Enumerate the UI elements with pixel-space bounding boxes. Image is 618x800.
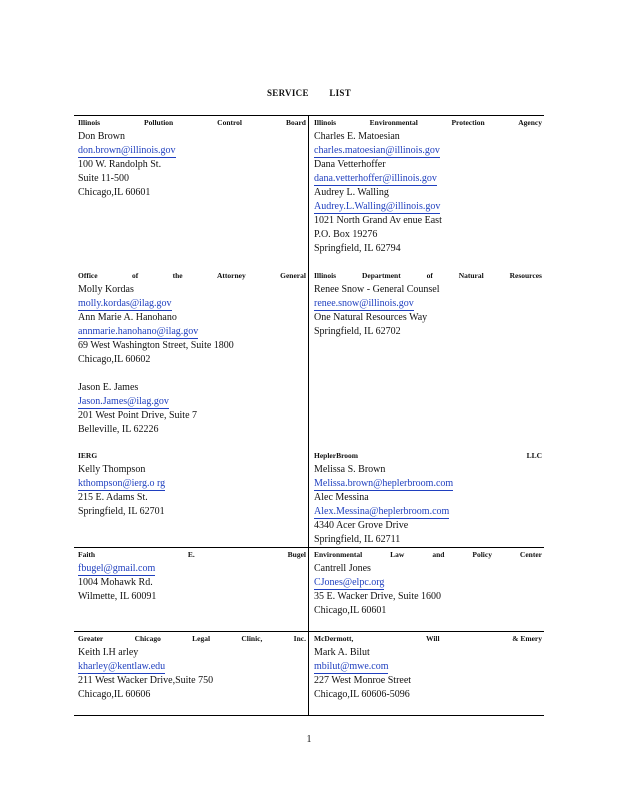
address-line: Alec Messina [314, 492, 369, 503]
address-line: Suite 11-500 [78, 173, 130, 184]
email-link[interactable]: annmarie.hanohano@ilag.gov [78, 326, 199, 337]
organization-name [78, 118, 306, 128]
address-line: Ann Marie A. Hanohano [78, 312, 177, 323]
spacer [78, 367, 306, 381]
organization-name [78, 634, 306, 644]
organization-name [78, 451, 306, 461]
address-line: Mark A. Bilut [314, 647, 370, 658]
email-link[interactable]: CJones@elpc.org [314, 577, 385, 588]
address-line: Charles E. Matoesian [314, 131, 400, 142]
address-line: 1021 North Grand Av enue East [314, 215, 442, 226]
email-line [314, 477, 542, 491]
organization-word: Illinois [314, 118, 337, 127]
email-link[interactable]: Alex.Messina@heplerbroom.com [314, 506, 450, 517]
address-line: 201 West Point Drive, Suite 7 [78, 410, 198, 421]
address-line: P.O. Box 19276 [314, 229, 378, 240]
address-line: Cantrell Jones [314, 563, 371, 574]
organization-word: Center [519, 550, 542, 559]
service-entry [314, 271, 542, 339]
address-line: Chicago,IL 60606 [78, 689, 151, 700]
organization-word: Illinois [78, 118, 101, 127]
address-line: 35 E. Wacker Drive, Suite 1600 [314, 591, 442, 602]
organization-word: Legal [192, 634, 211, 643]
organization-word: Inc. [293, 634, 306, 643]
email-line [78, 562, 306, 576]
organization-word: Will [425, 634, 440, 643]
address-line: Springfield, IL 62794 [314, 243, 401, 254]
organization-word: IERG [78, 451, 98, 460]
email-line [78, 325, 306, 339]
email-line [314, 297, 542, 311]
address-line: 227 West Monroe Street [314, 675, 412, 686]
organization-name [78, 271, 306, 281]
organization-word: E. [187, 550, 195, 559]
email-line [78, 297, 306, 311]
address-line: 69 West Washington Street, Suite 1800 [78, 340, 234, 351]
service-entry [314, 550, 542, 618]
email-line [78, 660, 306, 674]
address-line: Melissa S. Brown [314, 464, 386, 475]
email-link[interactable]: Melissa.brown@heplerbroom.com [314, 478, 454, 489]
organization-word: Illinois [314, 271, 337, 280]
organization-word: Protection [451, 118, 485, 127]
address-line: Wilmette, IL 60091 [78, 591, 157, 602]
organization-word: Clinic, [241, 634, 263, 643]
table-rule [74, 115, 544, 116]
organization-word: Department [361, 271, 401, 280]
address-line: Molly Kordas [78, 284, 134, 295]
organization-name [314, 550, 542, 560]
address-line: Dana Vetterhoffer [314, 159, 386, 170]
address-line: Jason E. James [78, 382, 139, 393]
service-entry [314, 118, 542, 256]
organization-word: HeplerBroom [314, 451, 359, 460]
address-line: Kelly Thompson [78, 464, 146, 475]
address-line: 215 E. Adams St. [78, 492, 148, 503]
organization-word: Pollution [144, 118, 174, 127]
organization-name [314, 271, 542, 281]
email-line [314, 200, 542, 214]
email-link[interactable]: kthompson@ierg.o rg [78, 478, 166, 489]
address-line: Springfield, IL 62702 [314, 326, 401, 337]
organization-word: Environmental [314, 550, 363, 559]
service-entry [78, 451, 306, 519]
service-entry [78, 634, 306, 702]
address-line: Keith I.H arley [78, 647, 139, 658]
email-link[interactable]: molly.kordas@ilag.gov [78, 298, 172, 309]
address-line: Don Brown [78, 131, 125, 142]
email-link[interactable]: charles.matoesian@illinois.gov [314, 145, 440, 156]
email-line [314, 144, 542, 158]
address-line: Belleville, IL 62226 [78, 424, 159, 435]
organization-word: Policy [472, 550, 492, 559]
organization-word: Bugel [287, 550, 306, 559]
organization-word: the [172, 271, 183, 280]
organization-name [314, 118, 542, 128]
table-rule [74, 631, 544, 632]
organization-name [314, 451, 542, 461]
address-line: One Natural Resources Way [314, 312, 428, 323]
organization-word: Greater [78, 634, 104, 643]
organization-word: Environmental [369, 118, 418, 127]
organization-word: Office [78, 271, 98, 280]
address-line: Springfield, IL 62701 [78, 506, 165, 517]
email-link[interactable]: Audrey.L.Walling@illinois.gov [314, 201, 441, 212]
email-line [78, 477, 306, 491]
organization-word: McDermott, [314, 634, 354, 643]
address-line: Renee Snow - General Counsel [314, 284, 440, 295]
organization-word: Attorney [217, 271, 246, 280]
organization-word: Law [390, 550, 405, 559]
organization-name [314, 634, 542, 644]
page-number: 1 [306, 734, 312, 745]
service-entry [78, 118, 306, 200]
address-line: 100 W. Randolph St. [78, 159, 162, 170]
organization-word: and [432, 550, 445, 559]
organization-word: of [426, 271, 433, 280]
service-entry [314, 451, 542, 547]
email-link[interactable]: mbilut@mwe.com [314, 661, 389, 672]
organization-word: Board [285, 118, 306, 127]
email-link[interactable]: kharley@kentlaw.edu [78, 661, 166, 672]
email-link[interactable]: Jason.James@ilag.gov [78, 396, 169, 407]
email-line [314, 660, 542, 674]
service-entry [78, 271, 306, 437]
email-link[interactable]: fbugel@gmail.com [78, 563, 156, 574]
email-link[interactable]: dana.vetterhoffer@illinois.gov [314, 173, 437, 184]
table-rule [74, 547, 544, 548]
organization-word: of [131, 271, 139, 280]
service-entry [314, 634, 542, 702]
address-line: 1004 Mohawk Rd. [78, 577, 153, 588]
address-line: Audrey L. Walling [314, 187, 389, 198]
organization-word: Agency [518, 118, 542, 127]
email-line [314, 172, 542, 186]
address-line: Chicago,IL 60602 [78, 354, 151, 365]
organization-word: LLC [526, 451, 542, 460]
organization-word: General [280, 271, 306, 280]
organization-name [78, 550, 306, 560]
address-line: 4340 Acer Grove Drive [314, 520, 409, 531]
service-entry [78, 550, 306, 604]
email-line [314, 505, 542, 519]
organization-word: Resources [509, 271, 542, 280]
organization-word: Chicago [134, 634, 161, 643]
organization-word: Faith [78, 550, 96, 559]
address-line: Chicago,IL 60606-5096 [314, 689, 410, 700]
email-link[interactable]: don.brown@illinois.gov [78, 145, 176, 156]
column-divider [308, 115, 309, 715]
email-line [78, 395, 306, 409]
page-title: SERVICE LIST [266, 88, 352, 98]
address-line: Springfield, IL 62711 [314, 534, 401, 545]
organization-word: & Emery [512, 634, 542, 643]
email-link[interactable]: renee.snow@illinois.gov [314, 298, 414, 309]
address-line: Chicago,IL 60601 [314, 605, 387, 616]
organization-word: Natural [458, 271, 484, 280]
email-line [78, 144, 306, 158]
email-line [314, 576, 542, 590]
address-line: Chicago,IL 60601 [78, 187, 151, 198]
organization-word: Control [217, 118, 243, 127]
table-rule [74, 715, 544, 716]
address-line: 211 West Wacker Drive,Suite 750 [78, 675, 214, 686]
